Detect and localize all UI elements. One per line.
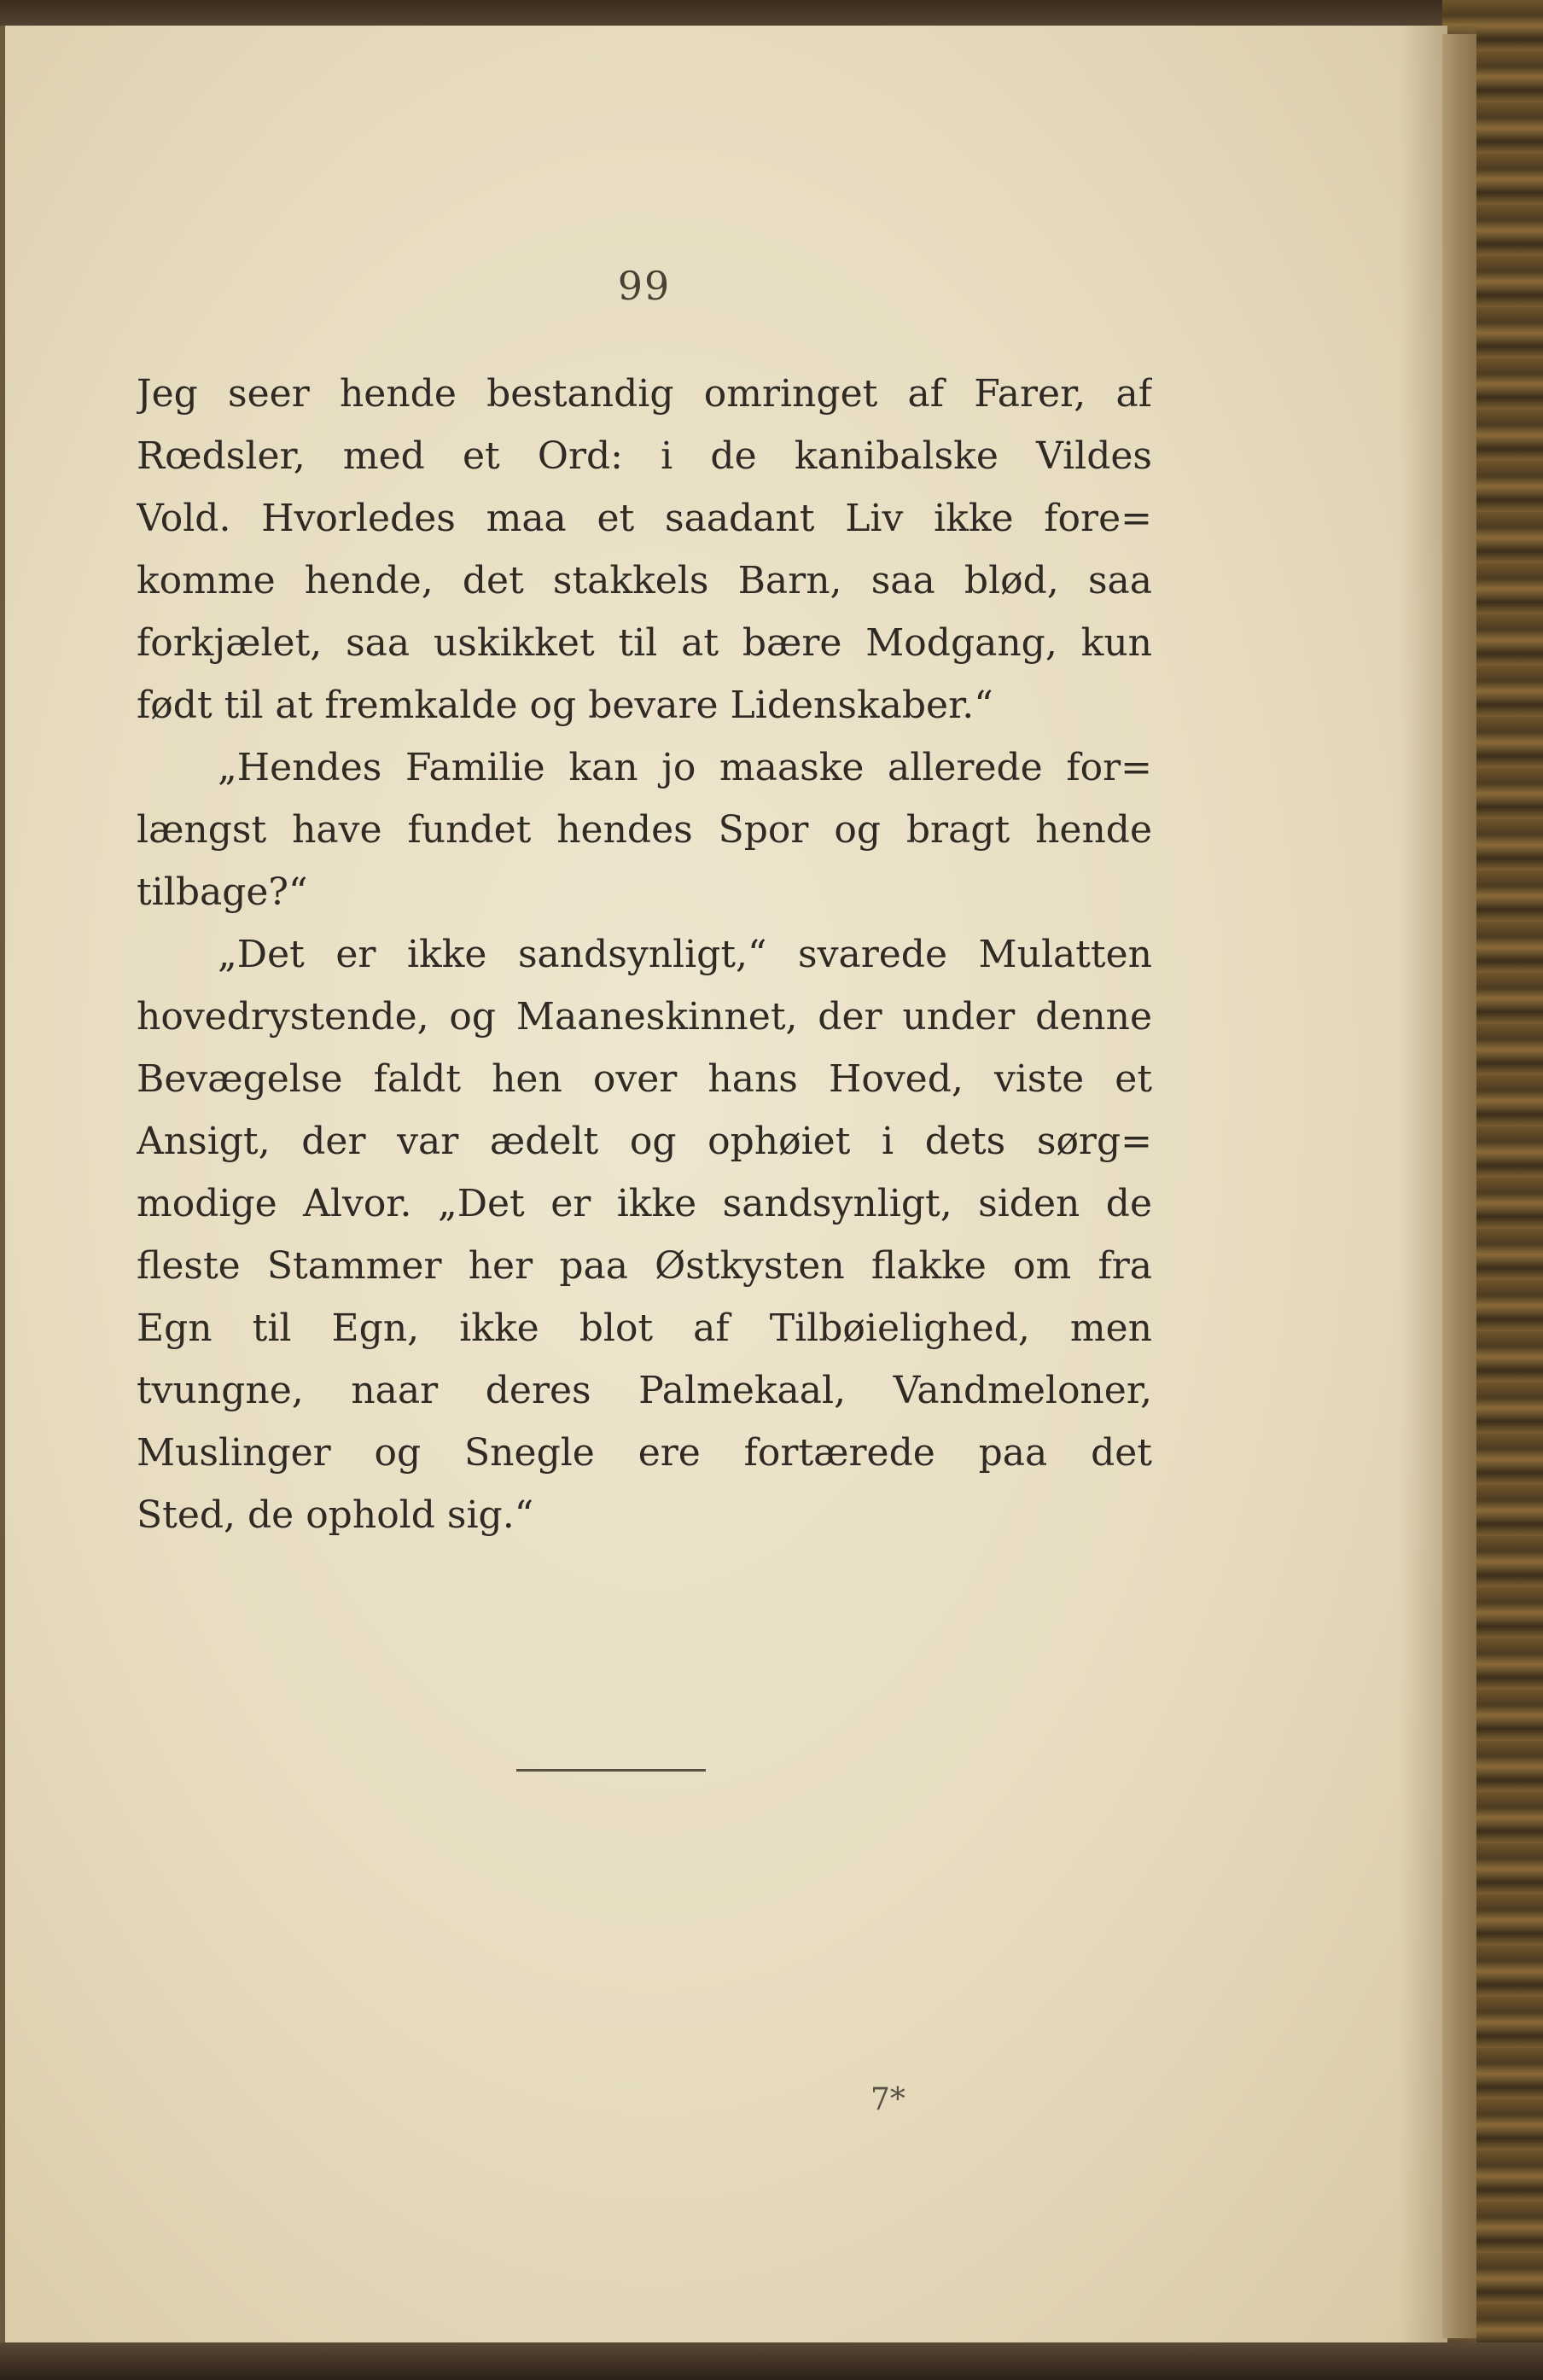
text-line: Muslinger og Snegle ere fortærede paa det (137, 1431, 1152, 1475)
text-line: Bevægelse faldt hen over hans Hoved, viste et (137, 1057, 1152, 1101)
book-edge-bottom (0, 2342, 1543, 2380)
text-line: fleste Stammer her paa Østkysten flakke om fra (137, 1244, 1152, 1288)
text-line: Ansigt, der var ædelt og ophøiet i dets sørg= (137, 1120, 1152, 1163)
text-line: længst have fundet hendes Spor og bragt hende (137, 808, 1152, 852)
text-line: modige Alvor. „Det er ikke sandsynligt, siden de (137, 1182, 1152, 1225)
text-line: tvungne, naar deres Palmekaal, Vandmeloner, (137, 1369, 1152, 1412)
page-shadow (1400, 26, 1476, 2347)
text-line: Vold. Hvorledes maa et saadant Liv ikke fore= (137, 497, 1152, 540)
text-line: komme hende, det stakkels Barn, saa blød, saa (137, 559, 1152, 602)
text-line: Sted, de ophold sig.“ (137, 1493, 534, 1537)
text-line: født til at fremkalde og bevare Lidenskaber.“ (137, 684, 993, 727)
text-line: tilbage?“ (137, 870, 308, 914)
text-line: Rœdsler, med et Ord: i de kanibalske Vildes (137, 434, 1152, 478)
body-text (137, 363, 1152, 1546)
text-line: „Det er ikke sandsynligt,“ svarede Mulatten (218, 933, 1152, 976)
text-line: Egn til Egn, ikke blot af Tilbøielighed, men (137, 1306, 1152, 1350)
text-line: „Hendes Familie kan jo maaske allerede for= (218, 746, 1152, 789)
text-line: Jeg seer hende bestandig omringet af Farer, af (137, 372, 1152, 416)
signature-mark: 7* (870, 2082, 905, 2117)
text-line: forkjælet, saa uskikket til at bære Modgang, kun (137, 621, 1152, 665)
page-number: 99 (617, 263, 672, 309)
text-line: hovedrystende, og Maaneskinnet, der under denne (137, 995, 1152, 1039)
section-divider (516, 1769, 706, 1772)
